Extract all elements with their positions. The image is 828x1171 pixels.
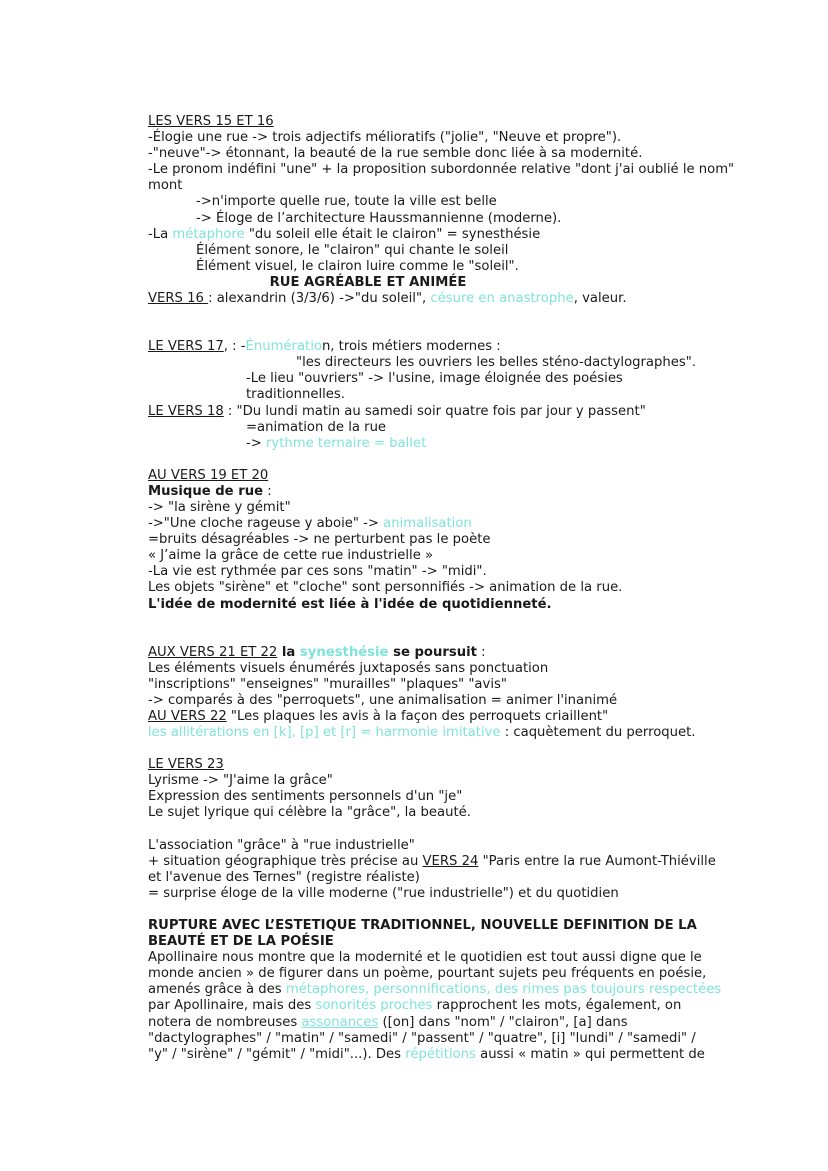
- section-heading-vers-23: LE VERS 23: [148, 757, 224, 773]
- section-heading-vers-18: LE VERS 18: [148, 403, 224, 419]
- text-line: Élément sonore, le "clairon" qui chante le soleil: [196, 242, 509, 258]
- vers-22-label: AU VERS 22: [148, 709, 227, 724]
- text-line: Musique de rue :: [148, 483, 272, 499]
- text-line: -La vie est rythmée par ces sons "matin" -> "midi".: [148, 564, 487, 580]
- subtitle-rue-agreable: RUE AGRÉABLE ET ANIMÉE: [269, 274, 467, 290]
- section-heading-vers-15-16: LES VERS 15 ET 16: [148, 114, 274, 129]
- text-line: notera de nombreuses assonances ([on] dans "nom" / "clairon", [a] dans: [148, 1014, 628, 1030]
- section-heading-vers-17: LE VERS 17: [148, 339, 224, 355]
- text-line: -La métaphore "du soleil elle était le clairon" = synesthésie: [148, 226, 541, 242]
- highlight-cesure: césure en anastrophe: [430, 291, 574, 307]
- text-line: Expression des sentiments personnels d'un "je": [148, 789, 463, 805]
- highlight-synesthesie: synesthésie: [299, 644, 389, 660]
- text-line: ->n'importe quelle rue, toute la ville est belle: [196, 194, 497, 210]
- text-line: monde ancien » de figurer dans un poème, pourtant sujets peu fréquents en poésie,: [148, 966, 707, 982]
- text-line: VERS 16 : alexandrin (3/3/6) ->"du soleil", césure en anastrophe, valeur.: [148, 291, 627, 307]
- highlight-repetitions: répétitions: [405, 1046, 476, 1062]
- text-line: et l'avenue des Ternes" (registre réaliste): [148, 869, 420, 885]
- highlight-assonances: assonances: [301, 1014, 379, 1030]
- text-line: les allitérations en [k], [p] et [r] = harmonie imitative : caquètement du perroquet.: [148, 725, 696, 741]
- text-line: "les directeurs les ouvriers les belles sténo-dactylographes".: [296, 355, 696, 371]
- text-line: L'idée de modernité est liée à l'idée de quotidienneté.: [148, 596, 552, 612]
- text-line: + situation géographique très précise au VERS 24 "Paris entre la rue Aumont-Thiéville: [148, 853, 716, 869]
- highlight-allitterations: les allitérations en [k], [p] et [r] = harmonie imitative: [148, 725, 501, 741]
- text-line: -> "la sirène y gémit": [148, 499, 291, 515]
- text-line: =animation de la rue: [246, 419, 387, 435]
- text-line: -Le lieu "ouvriers" -> l'usine, image éloignée des poésies: [246, 371, 623, 387]
- text-line: "y" / "sirène" / "gémit" / "midi"...). Des répétitions aussi « matin » qui permettent de: [148, 1046, 705, 1062]
- text-line: amenés grâce à des métaphores, personnifications, des rimes pas toujours respectées: [148, 982, 722, 998]
- text-line: -> rythme ternaire = ballet: [246, 435, 427, 451]
- section-heading-vers-21-22: AUX VERS 21 ET 22: [148, 644, 278, 660]
- text-line: par Apollinaire, mais des sonorités proches rapprochent les mots, également, on: [148, 998, 682, 1014]
- text-line: "dactylographes" / "matin" / "samedi" / "passent" / "quatre", [i] "lundi" / "samedi" /: [148, 1030, 696, 1046]
- highlight-figures: métaphores, personnifications, des rimes pas toujours respectées: [285, 982, 722, 998]
- vers-24-label: VERS 24: [422, 853, 479, 869]
- text-line: Le sujet lyrique qui célèbre la "grâce", la beauté.: [148, 805, 471, 821]
- text-line: Lyrisme -> "J'aime la grâce": [148, 773, 333, 789]
- text-line: « J’aime la grâce de cette rue industrielle »: [148, 548, 434, 564]
- text-line: AU VERS 22 "Les plaques les avis à la façon des perroquets criaillent": [148, 709, 609, 724]
- text-line: -Le pronom indéfini "une" + la proposition subordonnée relative "dont j'ai oublié le nom" mont: [148, 162, 735, 194]
- text-line: Les objets "sirène" et "cloche" sont personnifiés -> animation de la rue.: [148, 580, 623, 596]
- text-line: LE VERS 17, : -Énumération, trois métiers modernes :: [148, 339, 501, 355]
- text-line: L'association "grâce" à "rue industrielle": [148, 837, 415, 853]
- text-line: = surprise éloge de la ville moderne ("rue industrielle") et du quotidien: [148, 885, 619, 901]
- text-line: Élément visuel, le clairon luire comme le "soleil".: [196, 258, 519, 274]
- vers-16-label: VERS 16: [148, 291, 209, 307]
- section-heading-vers-19-20: AU VERS 19 ET 20: [148, 467, 269, 483]
- highlight-sonorites: sonorités proches: [315, 998, 433, 1014]
- document-page: [148, 114, 748, 1063]
- text-line: AUX VERS 21 ET 22 la synesthésie se poursuit :: [148, 644, 486, 660]
- highlight-enumeration: Énumératio: [245, 339, 322, 355]
- text-line: traditionnelles.: [246, 387, 345, 403]
- section-heading-rupture-2: BEAUTÉ ET DE LA POÉSIE: [148, 934, 334, 950]
- text-line: Apollinaire nous montre que la modernité et le quotidien est tout aussi digne que le: [148, 950, 702, 966]
- text-line: "inscriptions" "enseignes" "murailles" "plaques" "avis": [148, 676, 507, 692]
- text-line: -Élogie une rue -> trois adjectifs mélioratifs ("jolie", "Neuve et propre").: [148, 130, 622, 146]
- text-line: =bruits désagréables -> ne perturbent pas le poète: [148, 532, 491, 548]
- section-heading-rupture: RUPTURE AVEC L’ESTETIQUE TRADITIONNEL, NOUVELLE DEFINITION DE LA: [148, 917, 697, 933]
- text-line: ->"Une cloche rageuse y aboie" -> animalisation: [148, 516, 472, 532]
- highlight-ballet: rythme ternaire = ballet: [266, 435, 427, 451]
- text-line: LE VERS 18 : "Du lundi matin au samedi soir quatre fois par jour y passent": [148, 403, 646, 419]
- highlight-animalisation: animalisation: [383, 516, 472, 532]
- highlight-metaphore: métaphore: [172, 226, 245, 242]
- text-line: -> comparés à des "perroquets", une animalisation = animer l'inanimé: [148, 692, 618, 708]
- text-line: -"neuve"-> étonnant, la beauté de la rue semble donc liée à sa modernité.: [148, 146, 643, 162]
- text-line: Les éléments visuels énumérés juxtaposés sans ponctuation: [148, 660, 549, 676]
- text-line: -> Éloge de l’architecture Haussmannienne (moderne).: [196, 210, 562, 226]
